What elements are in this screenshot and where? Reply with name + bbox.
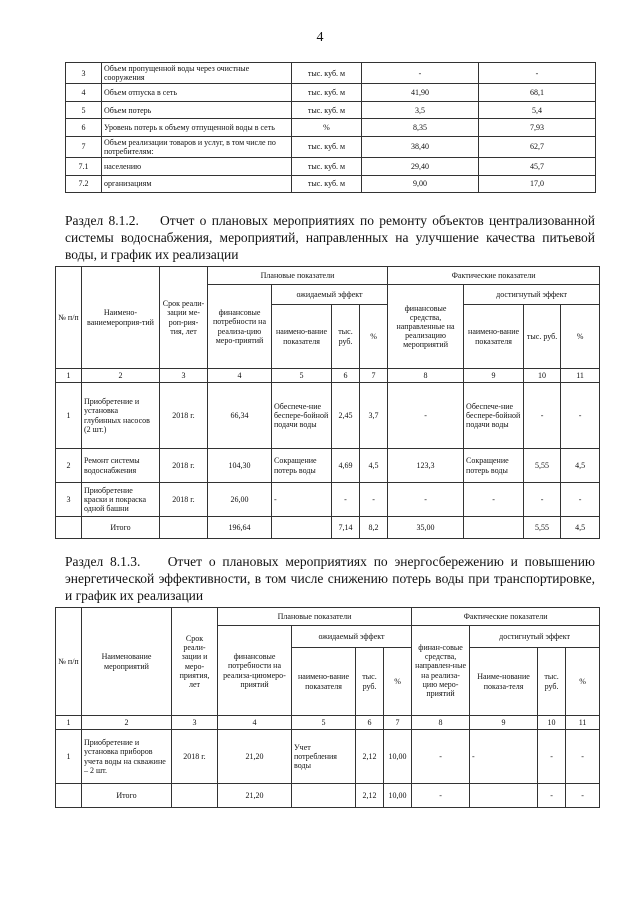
energy-saving-table — [55, 607, 600, 808]
total-fin: 21,20 — [218, 784, 292, 808]
row-value-1: 8,35 — [362, 119, 479, 137]
row-name: Приобретение и установка приборов учета воды на скважине – 2 шт. — [82, 730, 172, 784]
hdr-expected: ожидаемый эффект — [292, 626, 412, 648]
total-row — [56, 517, 600, 539]
row-pct-fact: 4,5 — [561, 449, 600, 483]
column-number: 4 — [218, 716, 292, 730]
hdr-fact: Фактические показатели — [412, 608, 600, 626]
column-number: 5 — [292, 716, 356, 730]
total-pct: 10,00 — [384, 784, 412, 808]
hdr-rub-fact: тыс. руб. — [524, 305, 561, 369]
hdr-name: Наимено-ваниемероприя-тий — [82, 267, 160, 369]
table-row — [66, 136, 596, 157]
total-empty — [172, 784, 218, 808]
row-value-2: 45,7 — [479, 158, 596, 176]
column-number: 3 — [172, 716, 218, 730]
hdr-rub: тыс. руб. — [332, 305, 360, 369]
row-term: 2018 г. — [160, 483, 208, 517]
column-number: 11 — [566, 716, 600, 730]
row-fin: 26,00 — [208, 483, 272, 517]
total-label: Итого — [82, 784, 172, 808]
total-empty — [160, 517, 208, 539]
column-number: 7 — [360, 369, 388, 383]
row-num: 4 — [66, 84, 102, 102]
row-value-2: 7,93 — [479, 119, 596, 137]
column-number: 10 — [538, 716, 566, 730]
row-pct: - — [360, 483, 388, 517]
table-row — [66, 63, 596, 84]
column-number: 8 — [388, 369, 464, 383]
row-fin: 21,20 — [218, 730, 292, 784]
section-813-text: Отчет о плановых мероприятиях по энергосбережению и повышению энергетической эффективности, в том числе снижению потерь воды при транспортировке, и график их реализации — [65, 554, 596, 603]
row-value-2: 68,1 — [479, 84, 596, 102]
row-num: 7 — [66, 136, 102, 157]
row-value-2: 17,0 — [479, 175, 596, 193]
hdr-rub-fact: тыс. руб. — [538, 648, 566, 716]
table-row — [56, 483, 600, 517]
total-rub-fact: - — [538, 784, 566, 808]
row-num: 3 — [56, 483, 82, 517]
row-ind: - — [272, 483, 332, 517]
row-term: 2018 г. — [160, 383, 208, 449]
table-row — [66, 158, 596, 176]
total-empty — [56, 517, 82, 539]
row-pct-fact: - — [566, 730, 600, 784]
total-empty — [292, 784, 356, 808]
row-pct: 4,5 — [360, 449, 388, 483]
column-number: 4 — [208, 369, 272, 383]
hdr-fin-fact: финансовые средства, направленные на реализацию мероприятий — [388, 285, 464, 369]
row-ind: Сокращение потерь воды — [272, 449, 332, 483]
row-rub-fact: - — [524, 383, 561, 449]
total-pct: 8,2 — [360, 517, 388, 539]
row-ind: Обеспече-ние беспере-бойной подачи воды — [272, 383, 332, 449]
row-term: 2018 г. — [160, 449, 208, 483]
row-rub-fact: - — [524, 483, 561, 517]
column-number: 1 — [56, 369, 82, 383]
total-fin-fact: 35,00 — [388, 517, 464, 539]
column-numbers-row — [56, 716, 600, 730]
column-number: 5 — [272, 369, 332, 383]
water-balance-body — [66, 63, 596, 193]
total-row — [56, 784, 600, 808]
row-ind-fact: Сокращение потерь воды — [464, 449, 524, 483]
row-num: 6 — [66, 119, 102, 137]
column-number: 1 — [56, 716, 82, 730]
hdr-plan: Плановые показатели — [218, 608, 412, 626]
hdr-fin-fact: финан-совые средства, направлен-ные на реализа-цию меро-приятий — [412, 626, 470, 716]
row-ind-fact: - — [464, 483, 524, 517]
row-unit: тыс. куб. м — [292, 101, 362, 119]
row-unit: тыс. куб. м — [292, 84, 362, 102]
total-empty — [470, 784, 538, 808]
row-value-1: 41,90 — [362, 84, 479, 102]
column-number: 2 — [82, 369, 160, 383]
row-num: 7.1 — [66, 158, 102, 176]
hdr-ind-name: наимено-вание показателя — [272, 305, 332, 369]
row-name: Приобретение краски и покраска одной башни — [82, 483, 160, 517]
table-row — [66, 119, 596, 137]
column-number: 3 — [160, 369, 208, 383]
row-value-1: 3,5 — [362, 101, 479, 119]
table-row — [66, 101, 596, 119]
row-num: 7.2 — [66, 175, 102, 193]
total-rub-fact: 5,55 — [524, 517, 561, 539]
hdr-achieved: достигнутый эффект — [470, 626, 600, 648]
row-num: 1 — [56, 730, 82, 784]
row-value-2: 62,7 — [479, 136, 596, 157]
column-number: 6 — [332, 369, 360, 383]
table-row — [56, 730, 600, 784]
row-ind-fact: Обеспече-ние беспере-бойной подачи воды — [464, 383, 524, 449]
row-pct-fact: - — [561, 383, 600, 449]
hdr-name: Наименование мероприятий — [82, 608, 172, 716]
total-empty — [56, 784, 82, 808]
hdr-expected: ожидаемый эффект — [272, 285, 388, 305]
hdr-rub: тыс. руб. — [356, 648, 384, 716]
row-unit: % — [292, 119, 362, 137]
row-value-1: - — [362, 63, 479, 84]
row-unit: тыс. куб. м — [292, 175, 362, 193]
total-label: Итого — [82, 517, 160, 539]
row-name: Объем отпуска в сеть — [102, 84, 292, 102]
hdr-pct-fact: % — [561, 305, 600, 369]
table-row — [66, 175, 596, 193]
row-fin-fact: - — [412, 730, 470, 784]
hdr-fin-plan: финансовые потребности на реализа-цию меро-приятий — [208, 285, 272, 369]
section-812-number: Раздел 8.1.2. — [65, 213, 139, 228]
row-name: организациям — [102, 175, 292, 193]
row-num: 3 — [66, 63, 102, 84]
row-rub: 4,69 — [332, 449, 360, 483]
total-rub: 7,14 — [332, 517, 360, 539]
hdr-num: № п/п — [56, 267, 82, 369]
column-number: 9 — [464, 369, 524, 383]
row-unit: тыс. куб. м — [292, 158, 362, 176]
row-ind-fact: - — [470, 730, 538, 784]
row-value-2: - — [479, 63, 596, 84]
row-rub: 2,12 — [356, 730, 384, 784]
column-number: 8 — [412, 716, 470, 730]
total-rub: 2,12 — [356, 784, 384, 808]
row-unit: тыс. куб. м — [292, 63, 362, 84]
total-fin-fact: - — [412, 784, 470, 808]
total-empty — [272, 517, 332, 539]
row-value-1: 29,40 — [362, 158, 479, 176]
row-pct: 3,7 — [360, 383, 388, 449]
section-813-number: Раздел 8.1.3. — [65, 554, 141, 569]
row-pct-fact: - — [561, 483, 600, 517]
table-row — [56, 383, 600, 449]
row-pct: 10,00 — [384, 730, 412, 784]
row-value-1: 38,40 — [362, 136, 479, 157]
hdr-fin-plan: финансовые потребности на реализа-циюмеро-приятий — [218, 626, 292, 716]
page-number: 4 — [316, 30, 324, 45]
section-812-heading — [65, 212, 595, 263]
column-number: 11 — [561, 369, 600, 383]
hdr-ind-name-fact: наимено-вание показателя — [464, 305, 524, 369]
column-number: 6 — [356, 716, 384, 730]
section-813-heading — [65, 553, 595, 604]
hdr-num: № п/п — [56, 608, 82, 716]
row-value-1: 9,00 — [362, 175, 479, 193]
row-num: 1 — [56, 383, 82, 449]
row-name: Объем реализации товаров и услуг, в том числе по потребителям: — [102, 136, 292, 157]
hdr-term: Срок реали-зации и меро-приятия, лет — [172, 608, 218, 716]
row-fin: 66,34 — [208, 383, 272, 449]
hdr-term: Срок реали-зации ме-роп-рия-тия, лет — [160, 267, 208, 369]
total-empty — [464, 517, 524, 539]
total-pct-fact: 4,5 — [561, 517, 600, 539]
row-rub-fact: - — [538, 730, 566, 784]
column-number: 9 — [470, 716, 538, 730]
row-name: Приобретение и установка глубинных насосов (2 шт.) — [82, 383, 160, 449]
hdr-pct: % — [384, 648, 412, 716]
row-num: 2 — [56, 449, 82, 483]
total-pct-fact: - — [566, 784, 600, 808]
table-row — [56, 449, 600, 483]
row-fin-fact: - — [388, 483, 464, 517]
column-number: 7 — [384, 716, 412, 730]
row-fin-fact: - — [388, 383, 464, 449]
row-ind: Учет потребления воды — [292, 730, 356, 784]
hdr-fact: Фактические показатели — [388, 267, 600, 285]
hdr-achieved: достигнутый эффект — [464, 285, 600, 305]
row-name: Ремонт системы водоснабжения — [82, 449, 160, 483]
hdr-ind-name-fact: Наиме-нование показа-теля — [470, 648, 538, 716]
hdr-plan: Плановые показатели — [208, 267, 388, 285]
table-row — [66, 84, 596, 102]
row-value-2: 5,4 — [479, 101, 596, 119]
row-num: 5 — [66, 101, 102, 119]
repair-measures-table — [55, 266, 600, 539]
row-name: Объем потерь — [102, 101, 292, 119]
column-number: 2 — [82, 716, 172, 730]
row-term: 2018 г. — [172, 730, 218, 784]
row-fin-fact: 123,3 — [388, 449, 464, 483]
section-812-text: Отчет о плановых мероприятиях по ремонту объектов централизованной системы водоснабжения, мероприятий, направленных на улучшение качества питьевой воды, и график их реализации — [65, 213, 595, 262]
row-rub: 2,45 — [332, 383, 360, 449]
row-rub: - — [332, 483, 360, 517]
column-numbers-row — [56, 369, 600, 383]
hdr-ind-name: наимено-вание показателя — [292, 648, 356, 716]
column-number: 10 — [524, 369, 561, 383]
total-fin: 196,64 — [208, 517, 272, 539]
hdr-pct: % — [360, 305, 388, 369]
row-unit: тыс. куб. м — [292, 136, 362, 157]
hdr-pct-fact: % — [566, 648, 600, 716]
row-name: Объем пропущенной воды через очистные сооружения — [102, 63, 292, 84]
row-name: населению — [102, 158, 292, 176]
water-balance-table — [65, 62, 596, 193]
row-name: Уровень потерь к объему отпущенной воды в сеть — [102, 119, 292, 137]
row-fin: 104,30 — [208, 449, 272, 483]
row-rub-fact: 5,55 — [524, 449, 561, 483]
